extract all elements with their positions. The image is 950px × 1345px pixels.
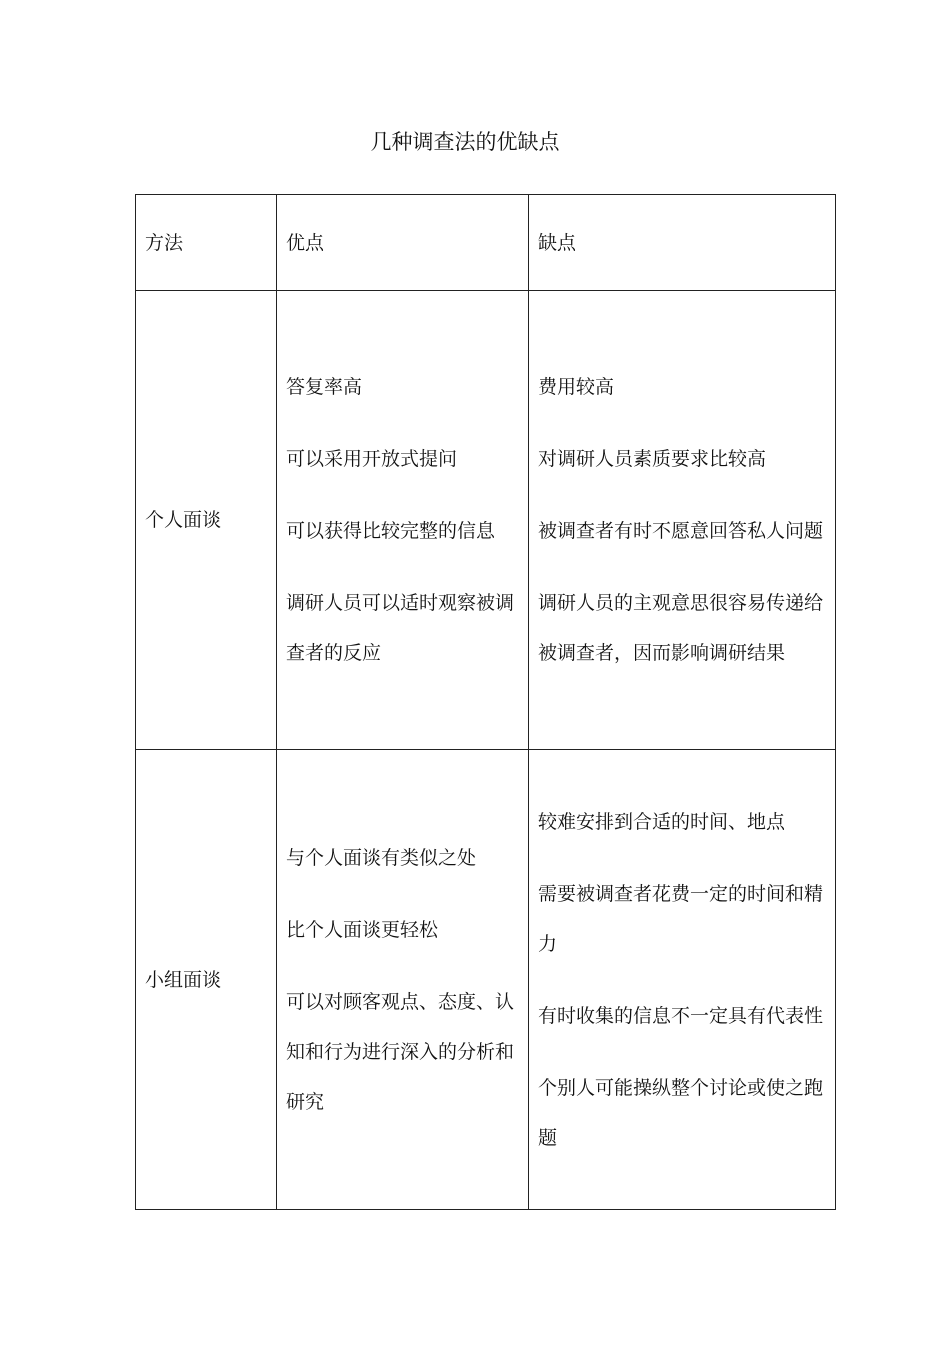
cons-item: 费用较高: [538, 376, 615, 398]
comparison-table: [135, 194, 836, 1210]
pros-item: 可以对顾客观点、态度、认知和行为进行深入的分析和研究: [286, 990, 515, 1113]
cons-item: 需要被调查者花费一定的时间和精力: [538, 882, 824, 955]
header-method: 方法: [136, 195, 277, 291]
cons-cell: [529, 291, 836, 750]
pros-item: 调研人员可以适时观察被调查者的反应: [286, 592, 515, 664]
table-row: [136, 750, 836, 1210]
method-cell: 小组面谈: [136, 750, 277, 1210]
header-cons: 缺点: [529, 195, 836, 291]
pros-item: 答复率高: [286, 376, 363, 398]
cons-item: 较难安排到合适的时间、地点: [538, 810, 786, 833]
table-header-row: [136, 195, 836, 291]
pros-cell: [277, 291, 529, 750]
cons-item: 个别人可能操纵整个讨论或使之跑题: [538, 1076, 824, 1149]
method-cell: 个人面谈: [136, 291, 277, 750]
pros-item: 比个人面谈更轻松: [286, 918, 439, 941]
cons-item: 调研人员的主观意思很容易传递给被调查者，因而影响调研结果: [538, 592, 824, 664]
cons-item: 对调研人员素质要求比较高: [538, 448, 767, 470]
pros-cell: [277, 750, 529, 1210]
table-row: [136, 291, 836, 750]
pros-item: 可以获得比较完整的信息: [286, 520, 496, 542]
pros-item: 与个人面谈有类似之处: [286, 846, 477, 869]
header-pros: 优点: [277, 195, 529, 291]
page-title: 几种调查法的优缺点: [370, 130, 560, 154]
cons-item: 被调查者有时不愿意回答私人问题: [538, 520, 824, 542]
cons-cell: [529, 750, 836, 1210]
cons-item: 有时收集的信息不一定具有代表性: [538, 1004, 824, 1027]
pros-item: 可以采用开放式提问: [286, 448, 458, 470]
